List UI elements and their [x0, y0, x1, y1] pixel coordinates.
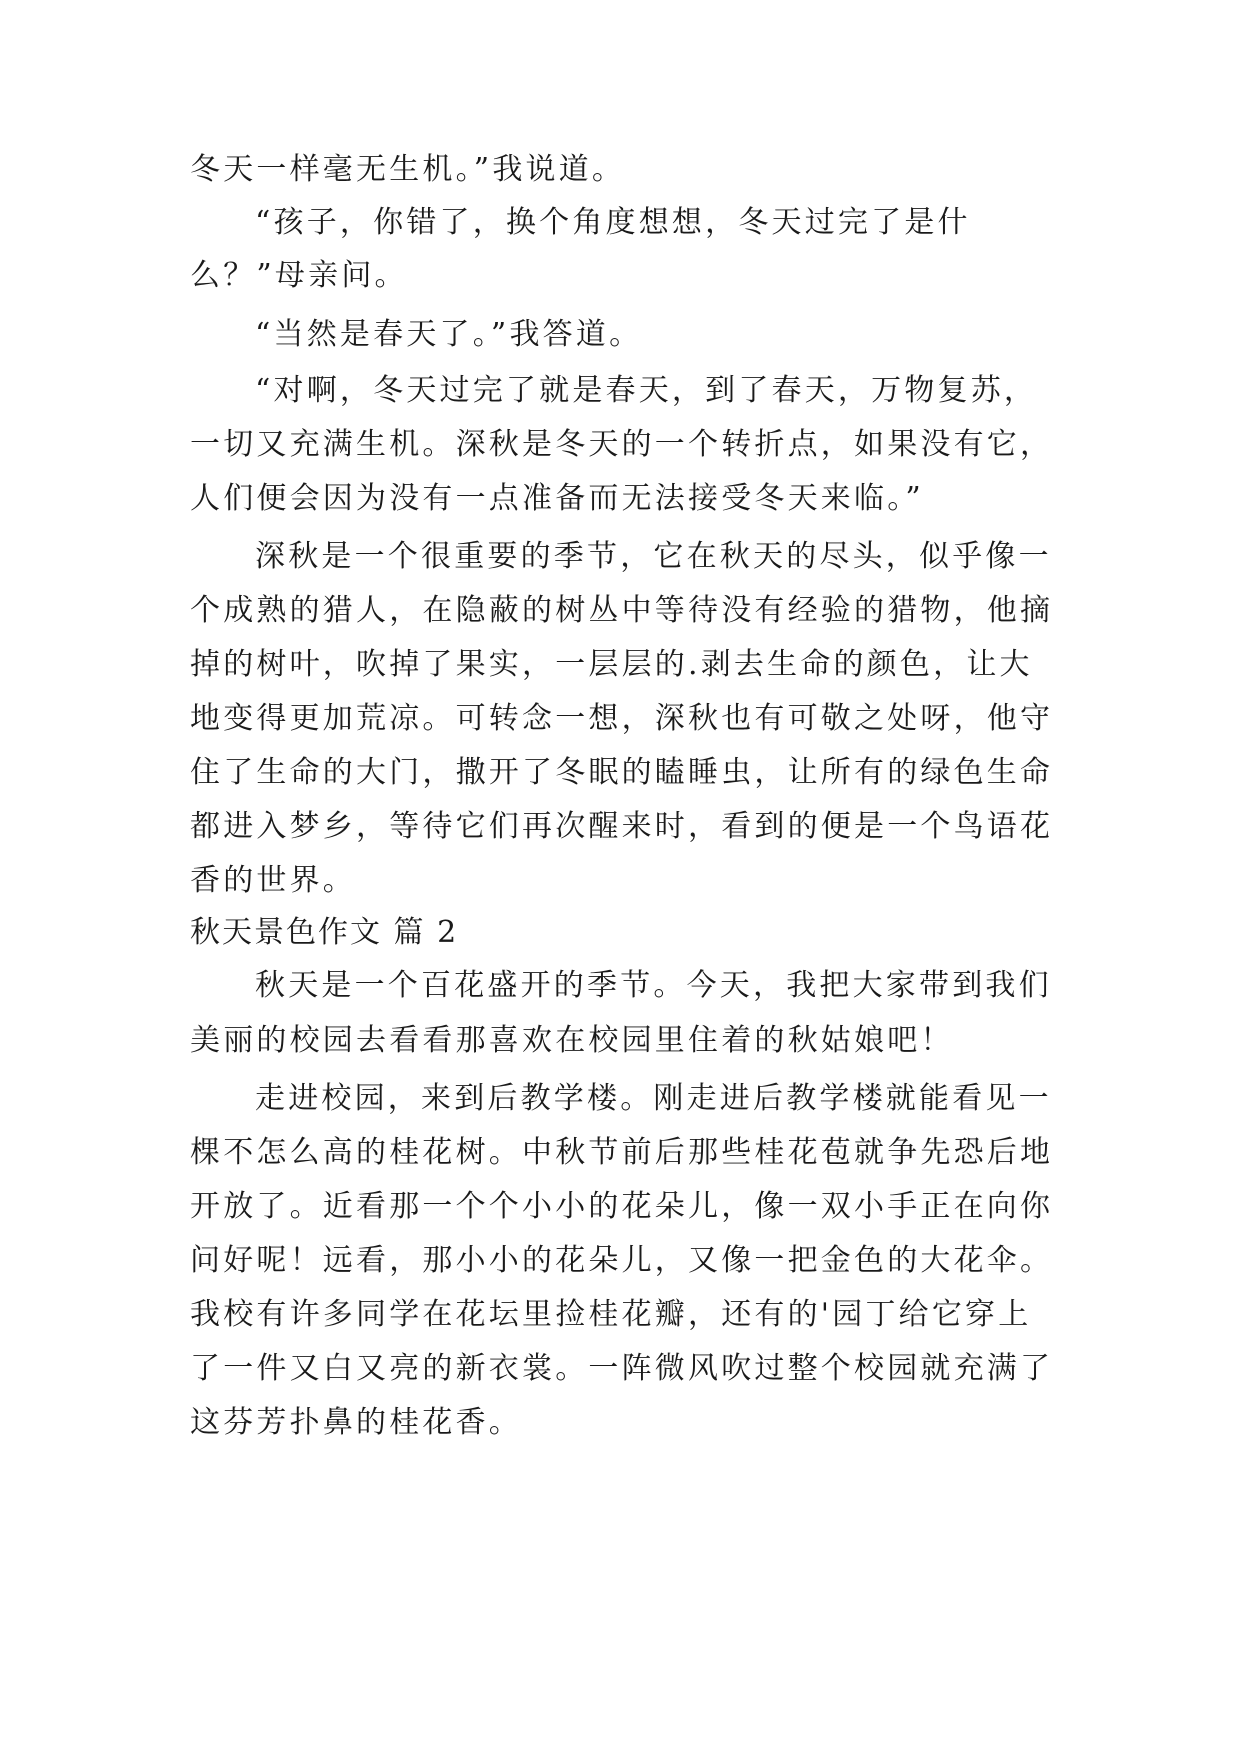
text-line: 都进入梦乡，等待它们再次醒来时，看到的便是一个鸟语花 — [190, 809, 1054, 844]
text-line: 冬天一样毫无生机。”我说道。 — [190, 152, 626, 187]
text-line: 我校有许多同学在花坛里捡桂花瓣，还有的'园丁给它穿上 — [190, 1297, 1032, 1332]
text-line: 问好呢！远看，那小小的花朵儿，又像一把金色的大花伞。 — [190, 1243, 1054, 1278]
text-line: 美丽的校园去看看那喜欢在校园里住着的秋姑娘吧！ — [190, 1023, 954, 1058]
text-line: 人们便会因为没有一点准备而无法接受冬天来临。” — [190, 481, 924, 516]
text-line: “对啊，冬天过完了就是春天，到了春天，万物复苏， — [255, 373, 1038, 408]
text-line: 住了生命的大门，撒开了冬眠的瞌睡虫，让所有的绿色生命 — [190, 755, 1054, 790]
text-line: 秋天是一个百花盛开的季节。今天，我把大家带到我们 — [255, 968, 1052, 1003]
text-line: 地变得更加荒凉。可转念一想，深秋也有可敬之处呀，他守 — [190, 701, 1054, 736]
text-line: “孩子，你错了，换个角度想想，冬天过完了是什 — [255, 205, 971, 240]
text-line: 么？”母亲问。 — [190, 258, 408, 293]
text-line: 一切又充满生机。深秋是冬天的一个转折点，如果没有它， — [190, 427, 1054, 462]
text-line: “当然是春天了。”我答道。 — [255, 317, 643, 352]
text-line: 深秋是一个很重要的季节，它在秋天的尽头，似乎像一 — [255, 539, 1052, 574]
text-line: 个成熟的猎人，在隐蔽的树丛中等待没有经验的猎物，他摘 — [190, 593, 1054, 628]
text-line: 这芬芳扑鼻的桂花香。 — [190, 1405, 522, 1440]
text-line: 棵不怎么高的桂花树。中秋节前后那些桂花苞就争先恐后地 — [190, 1135, 1054, 1170]
text-line: 开放了。近看那一个个小小的花朵儿，像一双小手正在向你 — [190, 1189, 1054, 1224]
text-line: 香的世界。 — [190, 863, 356, 898]
section-heading: 秋天景色作文 篇 2 — [190, 915, 459, 950]
text-line: 走进校园，来到后教学楼。刚走进后教学楼就能看见一 — [255, 1081, 1052, 1116]
text-line: 了一件又白又亮的新衣裳。一阵微风吹过整个校园就充满了 — [190, 1351, 1054, 1386]
text-line: 掉的树叶，吹掉了果实，一层层的.剥去生命的颜色，让大 — [190, 647, 1033, 682]
